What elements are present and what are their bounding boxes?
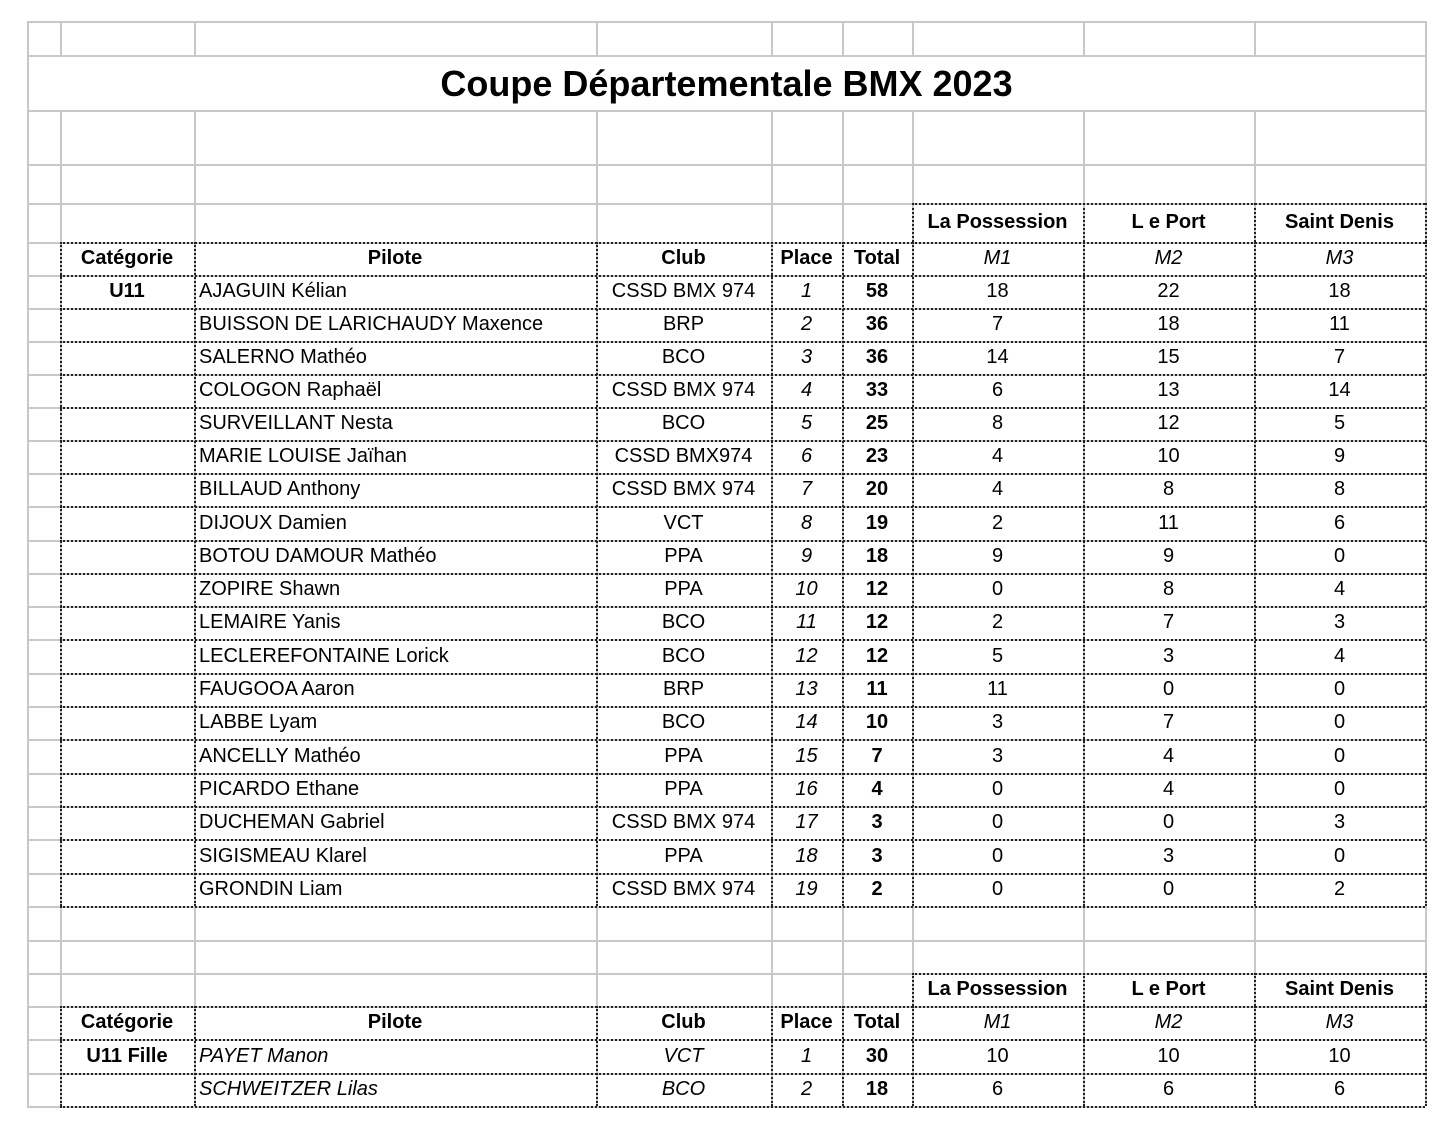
place-value: 8 (800, 511, 813, 534)
pilot-name: MARIE LOUISE Jaïhan (199, 445, 407, 467)
m3-value: 18 (1328, 280, 1351, 302)
place-value: 2 (800, 1078, 813, 1100)
club-name: BRP (662, 313, 705, 335)
club-name: BCO (661, 711, 706, 733)
m2-value: 8 (1162, 478, 1175, 500)
pilot-name: COLOGON Raphaël (199, 379, 382, 401)
m3-value: 3 (1333, 611, 1346, 633)
m3-value: 0 (1333, 545, 1346, 567)
m3-value: 5 (1333, 412, 1346, 434)
m2-value: 0 (1162, 878, 1175, 900)
place-value: 19 (795, 878, 818, 900)
m2-value: 0 (1162, 811, 1175, 833)
column-header-place: Place (780, 1011, 833, 1033)
column-header-club: Club (661, 247, 706, 269)
pilot-name: SCHWEITZER Lilas (199, 1078, 378, 1100)
m2-value: 0 (1162, 678, 1175, 700)
category-label: U11 Fille (86, 1044, 168, 1067)
m2-value: 12 (1157, 412, 1180, 434)
m1-value: 0 (991, 778, 1004, 800)
club-name: VCT (663, 511, 704, 534)
m2-value: 7 (1162, 611, 1175, 633)
m1-value: 9 (991, 545, 1004, 567)
gridline-horizontal (27, 940, 1425, 942)
pilot-name: BUISSON DE LARICHAUDY Maxence (199, 313, 544, 335)
m3-value: 0 (1333, 678, 1346, 700)
gridline-vertical (194, 21, 196, 55)
m3-value: 8 (1333, 478, 1346, 500)
total-value: 3 (871, 844, 883, 867)
dotted-border-horizontal (60, 906, 1425, 908)
club-name: CSSD BMX 974 (611, 878, 756, 900)
gridline-vertical (1254, 21, 1256, 55)
club-name: PPA (664, 844, 703, 867)
club-name: BCO (661, 1078, 706, 1100)
dotted-border-horizontal (60, 1106, 1425, 1108)
column-header-manche: M1 (983, 1011, 1012, 1033)
pilot-name: LECLEREFONTAINE Lorick (199, 644, 449, 667)
venue-header: La Possession (927, 211, 1068, 233)
column-header-manche: M3 (1325, 247, 1354, 269)
venue-header: L e Port (1131, 211, 1206, 233)
total-value: 18 (865, 545, 889, 567)
m2-value: 6 (1162, 1078, 1175, 1100)
place-value: 17 (795, 811, 818, 833)
m3-value: 0 (1333, 711, 1346, 733)
m3-value: 6 (1333, 1078, 1346, 1100)
place-value: 5 (800, 412, 813, 434)
m1-value: 4 (991, 478, 1004, 500)
m1-value: 0 (991, 811, 1004, 833)
total-value: 36 (865, 346, 889, 368)
category-label: U11 (109, 280, 145, 302)
m2-value: 9 (1162, 545, 1175, 567)
total-value: 23 (865, 445, 889, 467)
place-value: 15 (795, 744, 818, 767)
place-value: 18 (795, 844, 818, 867)
place-value: 9 (800, 545, 813, 567)
gridline-vertical (912, 21, 914, 55)
m1-value: 3 (991, 711, 1004, 733)
m3-value: 11 (1329, 313, 1350, 335)
total-value: 10 (865, 711, 889, 733)
m3-value: 4 (1333, 644, 1346, 667)
pilot-name: PICARDO Ethane (199, 778, 360, 800)
club-name: PPA (664, 578, 703, 600)
m1-value: 8 (991, 412, 1004, 434)
gridline-horizontal (27, 110, 1425, 112)
m1-value: 6 (991, 1078, 1004, 1100)
place-value: 14 (795, 711, 818, 733)
m1-value: 0 (991, 878, 1004, 900)
gridline-horizontal (27, 164, 1425, 166)
column-header-manche: M2 (1154, 247, 1183, 269)
m3-value: 10 (1328, 1044, 1351, 1067)
gridline-horizontal (27, 21, 1425, 23)
pilot-name: BILLAUD Anthony (199, 478, 361, 500)
pilot-name: BOTOU DAMOUR Mathéo (199, 545, 437, 567)
place-value: 6 (800, 445, 813, 467)
total-value: 33 (865, 379, 889, 401)
m1-value: 2 (991, 611, 1004, 633)
m2-value: 10 (1157, 1044, 1180, 1067)
pilot-name: DIJOUX Damien (199, 511, 347, 534)
pilot-name: DUCHEMAN Gabriel (199, 811, 385, 833)
m3-value: 14 (1328, 379, 1351, 401)
place-value: 7 (800, 478, 813, 500)
m3-value: 0 (1333, 844, 1346, 867)
total-value: 58 (865, 280, 889, 302)
m1-value: 6 (991, 379, 1004, 401)
place-value: 3 (800, 346, 813, 368)
total-value: 12 (865, 578, 889, 600)
place-value: 4 (800, 379, 813, 401)
venue-header: L e Port (1131, 978, 1206, 1000)
column-header-place: Place (780, 247, 833, 269)
column-header-total: Total (853, 1011, 901, 1033)
dotted-border-vertical (60, 242, 62, 906)
pilot-name: LEMAIRE Yanis (199, 611, 341, 633)
gridline-horizontal (27, 55, 1425, 57)
m2-value: 11 (1158, 511, 1179, 534)
club-name: CSSD BMX 974 (611, 811, 756, 833)
spreadsheet (27, 21, 1426, 1108)
m3-value: 6 (1333, 511, 1346, 534)
total-value: 11 (866, 678, 888, 700)
dotted-border-vertical (1425, 973, 1427, 1006)
venue-header: Saint Denis (1285, 978, 1394, 1000)
total-value: 3 (871, 811, 883, 833)
dotted-border-vertical (1425, 242, 1427, 906)
total-value: 20 (865, 478, 889, 500)
m2-value: 3 (1162, 844, 1175, 867)
gridline-vertical (1083, 21, 1085, 55)
column-header-manche: M1 (983, 247, 1012, 269)
column-header-pilote: Pilote (367, 1011, 423, 1033)
dotted-border-vertical (1425, 203, 1427, 242)
club-name: VCT (663, 1044, 704, 1067)
m2-value: 3 (1162, 644, 1175, 667)
m2-value: 4 (1162, 744, 1175, 767)
total-value: 2 (871, 878, 883, 900)
pilot-name: FAUGOOA Aaron (199, 678, 355, 700)
pilot-name: PAYET Manon (199, 1044, 329, 1067)
gridline-vertical (596, 21, 598, 55)
club-name: CSSD BMX974 (614, 445, 753, 467)
club-name: CSSD BMX 974 (611, 280, 756, 302)
column-header-pilote: Pilote (367, 247, 423, 269)
club-name: BCO (661, 611, 706, 633)
club-name: BCO (661, 412, 706, 434)
column-header-manche: M3 (1325, 1011, 1354, 1033)
m1-value: 18 (986, 280, 1009, 302)
total-value: 7 (871, 744, 883, 767)
club-name: BRP (662, 678, 705, 700)
m3-value: 0 (1333, 744, 1346, 767)
m1-value: 7 (991, 313, 1004, 335)
m2-value: 22 (1157, 280, 1180, 302)
m1-value: 14 (986, 346, 1009, 368)
club-name: PPA (664, 545, 703, 567)
gridline-vertical (842, 21, 844, 55)
total-value: 25 (865, 412, 889, 434)
venue-header: La Possession (927, 978, 1068, 1000)
m1-value: 11 (987, 678, 1008, 700)
m1-value: 4 (991, 445, 1004, 467)
gridline-vertical (771, 21, 773, 55)
m1-value: 3 (991, 744, 1004, 767)
m1-value: 5 (991, 644, 1004, 667)
club-name: CSSD BMX 974 (611, 379, 756, 401)
place-value: 16 (795, 778, 818, 800)
place-value: 2 (800, 313, 813, 335)
m3-value: 2 (1333, 878, 1346, 900)
pilot-name: GRONDIN Liam (199, 878, 343, 900)
pilot-name: SALERNO Mathéo (199, 346, 367, 368)
m3-value: 4 (1333, 578, 1346, 600)
total-value: 36 (865, 313, 889, 335)
m1-value: 0 (991, 844, 1004, 867)
m2-value: 18 (1157, 313, 1180, 335)
sheet-title: Coupe Départementale BMX 2023 (440, 63, 1013, 104)
m2-value: 13 (1157, 379, 1180, 401)
pilot-name: ANCELLY Mathéo (199, 744, 361, 767)
m1-value: 10 (986, 1044, 1009, 1067)
club-name: PPA (664, 778, 703, 800)
club-name: BCO (661, 644, 706, 667)
m1-value: 0 (991, 578, 1004, 600)
column-header-club: Club (661, 1011, 706, 1033)
total-value: 12 (865, 644, 889, 667)
m3-value: 0 (1333, 778, 1346, 800)
m1-value: 2 (991, 511, 1004, 534)
club-name: PPA (664, 744, 703, 767)
club-name: CSSD BMX 974 (611, 478, 756, 500)
m2-value: 7 (1162, 711, 1175, 733)
column-header-total: Total (853, 247, 901, 269)
total-value: 30 (865, 1044, 889, 1067)
m2-value: 15 (1157, 346, 1180, 368)
club-name: BCO (661, 346, 706, 368)
m2-value: 8 (1162, 578, 1175, 600)
place-value: 1 (800, 280, 813, 302)
m3-value: 9 (1333, 445, 1346, 467)
gridline-vertical (60, 21, 62, 55)
column-header-categorie: Catégorie (80, 1011, 174, 1033)
column-header-manche: M2 (1154, 1011, 1183, 1033)
total-value: 4 (871, 778, 883, 800)
place-value: 10 (795, 578, 818, 600)
place-value: 13 (795, 678, 818, 700)
pilot-name: SIGISMEAU Klarel (199, 844, 367, 867)
place-value: 1 (800, 1044, 813, 1067)
place-value: 11 (796, 611, 817, 633)
m2-value: 4 (1162, 778, 1175, 800)
column-header-categorie: Catégorie (80, 247, 174, 269)
pilot-name: ZOPIRE Shawn (199, 578, 341, 600)
m2-value: 10 (1157, 445, 1180, 467)
pilot-name: LABBE Lyam (199, 711, 318, 733)
pilot-name: SURVEILLANT Nesta (199, 412, 393, 434)
place-value: 12 (795, 644, 818, 667)
dotted-border-vertical (1425, 1006, 1427, 1106)
m3-value: 7 (1333, 346, 1346, 368)
m3-value: 3 (1333, 811, 1346, 833)
venue-header: Saint Denis (1285, 211, 1394, 233)
gridline-vertical (27, 21, 29, 1106)
pilot-name: AJAGUIN Kélian (199, 280, 347, 302)
total-value: 19 (865, 511, 889, 534)
total-value: 12 (865, 611, 889, 633)
total-value: 18 (865, 1078, 889, 1100)
